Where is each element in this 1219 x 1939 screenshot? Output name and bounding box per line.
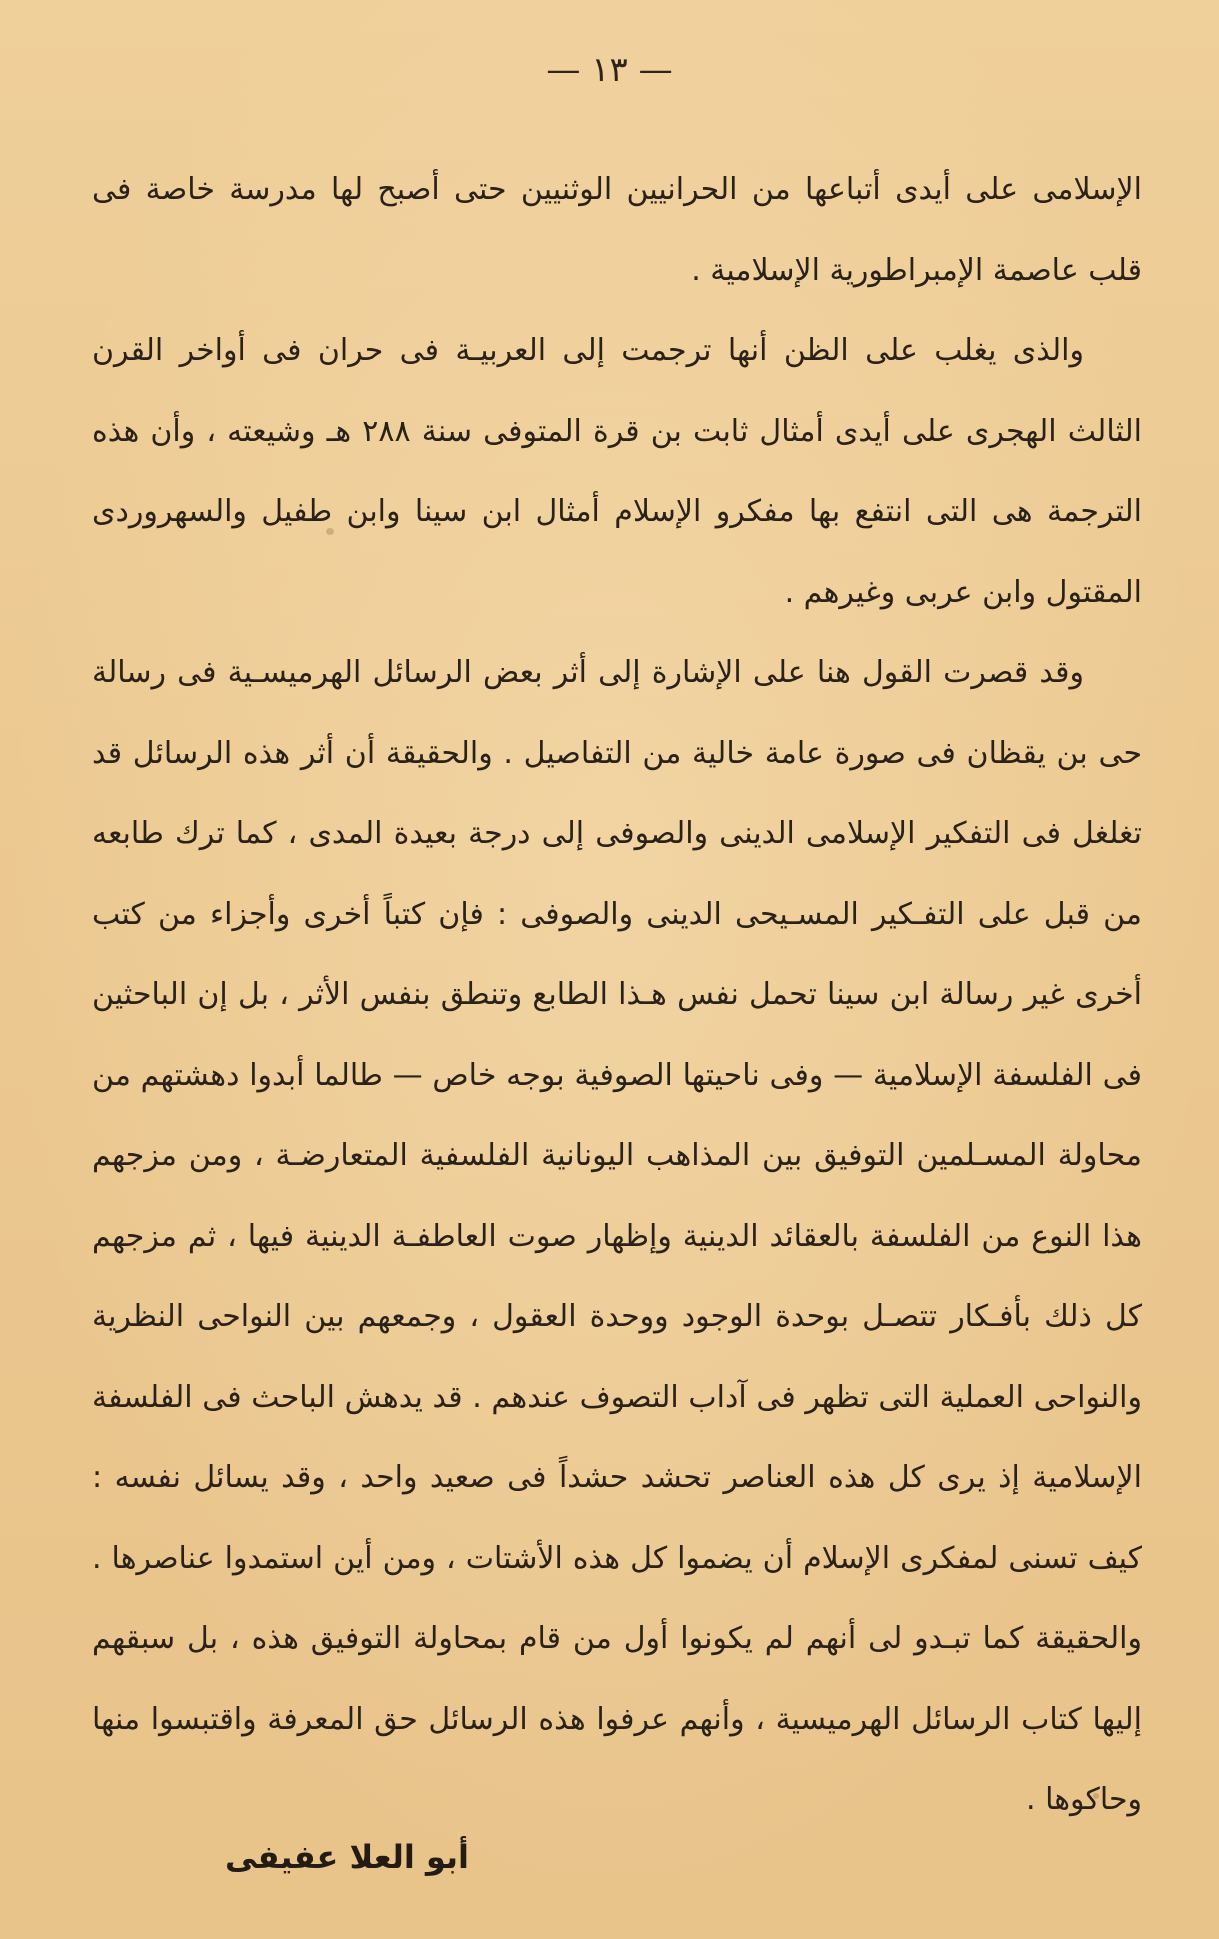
author-signature: أبو العلا عفيفى <box>224 1838 469 1876</box>
body-text <box>92 150 1142 1841</box>
page-number: — ١٣ — <box>546 50 673 90</box>
paper-blemish <box>326 528 334 535</box>
paragraph-hermetic-influence: وقد قصرت القول هنا على الإشارة إلى أثر بعض الرسائل الهرميسـية فى رسالة حى بن يقظان فى صورة عامة خالية من التفاصيل . والحقيقة أن أثر هذه الرسائل قد تغلغل فى التفكير الإسلامى الدينى والصوفى إلى درجة بعيدة المدى ، كما ترك طابعه من قبل على التفـكير المسـيحى الدينى والصوفى : فإن كتباً أخرى وأجزاء من كتب أخرى غير رسالة ابن سينا تحمل نفس هـذا الطابع وتنطق بنفس الأثر ، بل إن الباحثين فى الفلسفة الإسلامية — وفى ناحيتها الصوفية بوجه خاص — طالما أبدوا دهشتهم من محاولة المسـلمين التوفيق بين المذاهب اليونانية الفلسفية المتعارضـة ، ومن مزجهم هذا النوع من الفلسفة بالعقائد الدينية وإظهار صوت العاطفـة الدينية فيها ، ثم مزجهم كل ذلك بأفـكار تتصـل بوحدة الوجود ووحدة العقول ، وجمعهم بين النواحى النظرية والنواحى العملية التى تظهر فى آداب التصوف عندهم . قد يدهش الباحث فى الفلسفة الإسلامية إذ يرى كل هذه العناصر تحشد حشداً فى صعيد واحد ، وقد يسائل نفسه : كيف تسنى لمفكرى الإسلام أن يضموا كل هذه الأشتات ، ومن أين استمدوا عناصرها . والحقيقة كما تبـدو لى أنهم لم يكونوا أول من قام بمحاولة التوفيق هذه ، بل سبقهم إليها كتاب الرسائل الهرميسية ، وأنهم عرفوا هذه الرسائل حق المعرفة واقتبسوا منها وحاكوها . <box>92 655 1142 1817</box>
paragraph-continuation: الإسلامى على أيدى أتباعها من الحرانيين الوثنيين حتى أصبح لها مدرسة خاصة فى قلب عاصمة الإمبراطورية الإسلامية . <box>92 172 1142 288</box>
paragraph-translation: والذى يغلب على الظن أنها ترجمت إلى العربيـة فى حران فى أواخر القرن الثالث الهجرى على أيدى أمثال ثابت بن قرة المتوفى سنة ٢٨٨ هـ وشيعته ، وأن هذه الترجمة هى التى انتفع بها مفكرو الإسلام أمثال ابن سينا وابن طفيل والسهروردى المقتول وابن عربى وغيرهم . <box>92 333 1142 610</box>
paper-blemish <box>1093 1793 1099 1799</box>
